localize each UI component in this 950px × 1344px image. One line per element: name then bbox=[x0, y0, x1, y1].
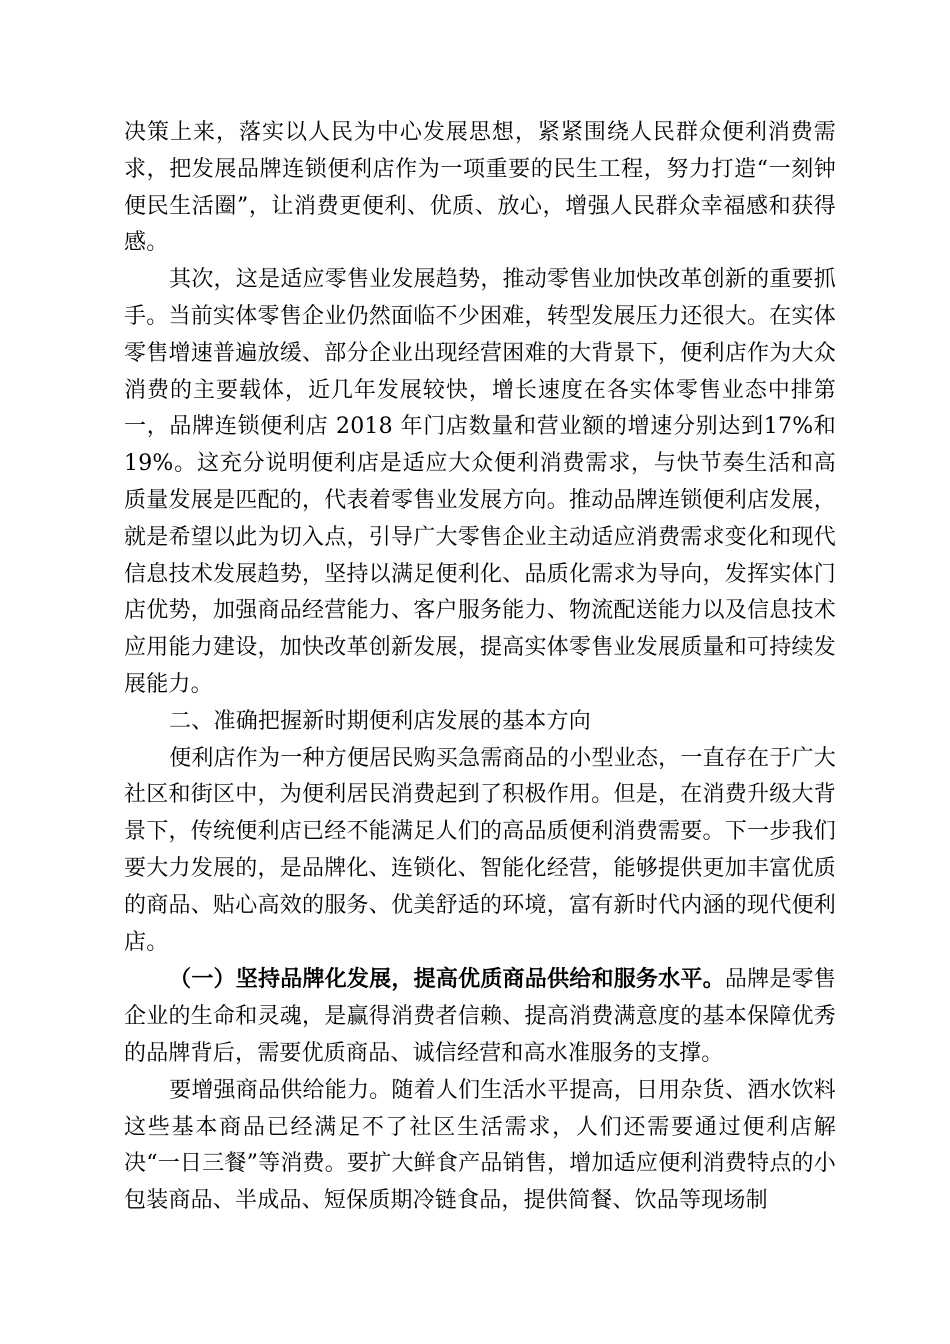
subheading-brand-development: （一）坚持品牌化发展，提高优质商品供给和服务水平。 bbox=[169, 966, 725, 993]
paragraph-supply-capacity: 要增强商品供给能力。随着人们生活水平提高，日用杂货、酒水饮料这些基本商品已经满足不了社区生活需求，人们还需要通过便利店解决“一日三餐”等消费。要扩大鲜食产品销售，增加适应便利消费特点的小包装商品、半成品、短保质期冷链食品，提供简餐、饮品等现场制 bbox=[124, 1077, 836, 1214]
paragraph-brand-development bbox=[124, 961, 836, 1072]
paragraph-brand-development-body: 品牌是零售企业的生命和灵魂，是赢得消费者信赖、提高消费满意度的基本保障优秀的品牌背后，需要优质商品、诚信经营和高水准服务的支撑。 bbox=[124, 967, 836, 1066]
paragraph-continuation: 决策上来，落实以人民为中心发展思想，紧紧围绕人民群众便利消费需求，把发展品牌连锁便利店作为一项重要的民生工程，努力打造“一刻钟便民生活圈”，让消费更便利、优质、放心，增强人民群众幸福感和获得感。 bbox=[124, 120, 836, 256]
paragraph-second-reason: 其次，这是适应零售业发展趋势，推动零售业加快改革创新的重要抓手。当前实体零售企业仍然面临不少困难，转型发展压力还很大。在实体零售增速普遍放缓、部分企业出现经营困难的大背景下，便利店作为大众消费的主要载体，近几年发展较快，增长速度在各实体零售业态中排第一，品牌连锁便利店 2018 年门店数量和营业额的增速分别达到17%和 19%。这充分说明便利店是适应大众便利消费需求，与快节奏生活和高质量发展是匹配的，代表着零售业发展方向。推动品牌连锁便利店发展，就是希望以此为切入点，引导广大零售企业主动适应消费需求变化和现代信息技术发展趋势，坚持以满足便利化、品质化需求为导向，发挥实体门店优势，加强商品经营能力、客户服务能力、物流配送能力以及信息技术应用能力建设，加快改革创新发展，提高实体零售业发展质量和可持续发展能力。 bbox=[124, 267, 836, 697]
document-page bbox=[124, 115, 836, 1220]
paragraph-convenience-store-role: 便利店作为一种方便居民购买急需商品的小型业态，一直存在于广大社区和街区中，为便利居民消费起到了积极作用。但是，在消费升级大背景下，传统便利店已经不能满足人们的高品质便利消费需要。下一步我们要大力发展的，是品牌化、连锁化、智能化经营，能够提供更加丰富优质的商品、贴心高效的服务、优美舒适的环境，富有新时代内涵的现代便利店。 bbox=[124, 745, 836, 955]
section-heading-two: 二、准确把握新时期便利店发展的基本方向 bbox=[169, 708, 591, 734]
